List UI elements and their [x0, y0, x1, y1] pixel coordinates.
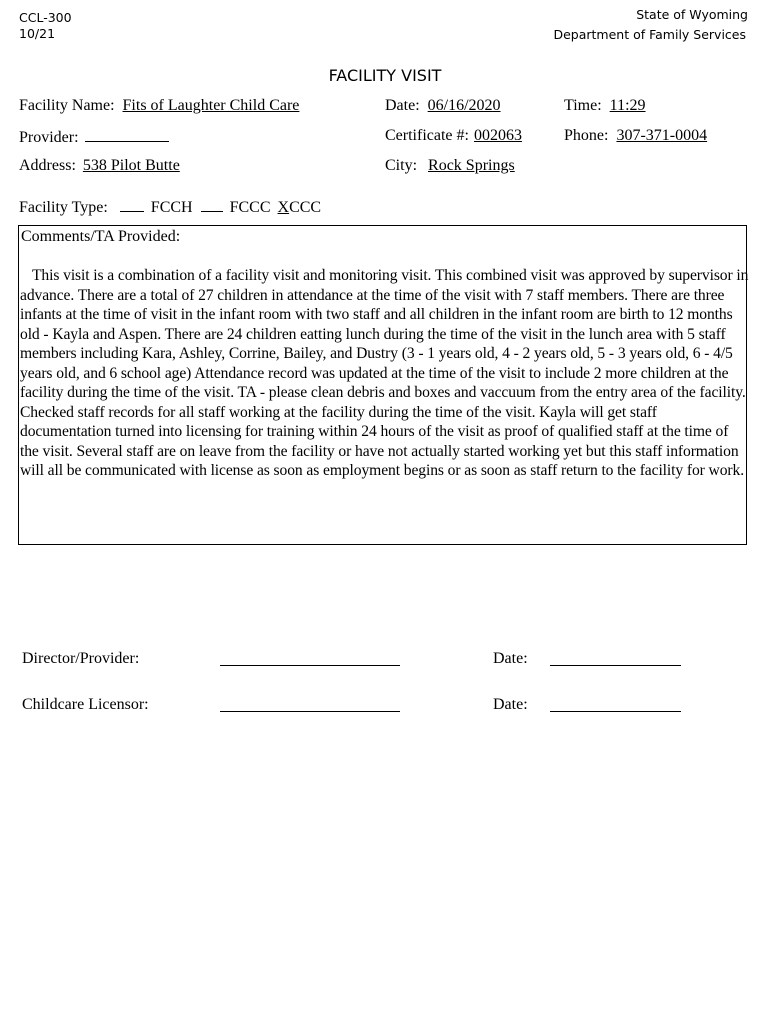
- phone-row: [564, 127, 707, 145]
- phone-value: 307-371-0004: [616, 127, 708, 144]
- date-label: Date:: [385, 97, 420, 114]
- date-value: 06/16/2020: [427, 97, 501, 114]
- certificate-label: Certificate #:: [385, 127, 469, 144]
- comments-text: This visit is a combination of a facility visit and monitoring visit. This combined visit was approved by supervisor in advance. There are a total of 27 children in attendance at the time of the visit with 7 staff members. There are three infants at the time of visit in the infant room with two staff and all children in the infant room are birth to 12 months old - Kayla and Aspen. There are 24 children eatting lunch during the time of the visit in the lunch area with 5 staff members including Kara, Ashley, Corrine, Bailey, and Dustry (3 - 1 years old, 4 - 2 years old, 5 - 3 years old, 6 - 4/5 years old, and 6 school age) Attendance record was updated at the time of the visit to include 2 more children at the facility during the time of the visit. TA - please clean debris and boxes and vaccuum from the entry area of the facility. Checked staff records for all staff working at the facility during the time of the visit. Kayla will get staff documentation turned into licensing for training within 24 hours of the visit as proof of qualified staff at the time of the visit. Several staff are on leave from the facility or have not actually started working yet but this staff information will all be communicated with license as soon as employment begins or as soon as staff return to the facility for work.: [20, 267, 749, 479]
- facility-name-row: [19, 97, 299, 115]
- licensor-signature-line: [220, 711, 400, 712]
- facility-type-fcch: FCCH: [150, 199, 193, 216]
- provider-label: Provider:: [19, 129, 79, 146]
- state-name: State of Wyoming: [636, 7, 748, 22]
- facility-type-fccc: FCCC: [229, 199, 271, 216]
- time-value: 11:29: [609, 97, 646, 114]
- facility-name-label: Facility Name:: [19, 97, 115, 114]
- date-row: [385, 97, 501, 115]
- facility-type-ccc: CCC: [289, 199, 322, 216]
- certificate-value: 002063: [473, 127, 522, 144]
- comments-label: Comments/TA Provided:: [21, 228, 181, 245]
- comments-box: [18, 225, 747, 545]
- form-date: 10/21: [19, 26, 56, 41]
- director-date-label: Date:: [493, 650, 528, 667]
- page-title: FACILITY VISIT: [328, 66, 442, 85]
- director-date-line: [550, 665, 681, 666]
- provider-blank: [85, 127, 169, 142]
- director-provider-label: Director/Provider:: [22, 650, 140, 667]
- certificate-row: [385, 127, 522, 145]
- fcch-blank: [120, 197, 144, 212]
- licensor-date-line: [550, 711, 681, 712]
- department-name: Department of Family Services: [553, 27, 746, 42]
- facility-type-row: [19, 197, 321, 217]
- licensor-date-label: Date:: [493, 696, 528, 713]
- form-code: CCL-300: [19, 10, 72, 25]
- provider-row: [19, 127, 169, 147]
- address-value: 538 Pilot Butte: [82, 157, 180, 174]
- facility-type-selected-mark: X: [277, 199, 290, 216]
- facility-name-value: Fits of Laughter Child Care: [122, 97, 300, 114]
- childcare-licensor-label: Childcare Licensor:: [22, 696, 149, 713]
- fccc-blank: [201, 197, 223, 212]
- facility-type-label: Facility Type:: [19, 199, 108, 216]
- time-label: Time:: [564, 97, 602, 114]
- phone-label: Phone:: [564, 127, 609, 144]
- city-label: City:: [385, 157, 418, 174]
- time-row: [564, 97, 646, 115]
- director-signature-line: [220, 665, 400, 666]
- address-label: Address:: [19, 157, 76, 174]
- city-value: Rock Springs: [428, 157, 515, 174]
- address-row: [19, 157, 180, 175]
- city-row: [385, 157, 515, 175]
